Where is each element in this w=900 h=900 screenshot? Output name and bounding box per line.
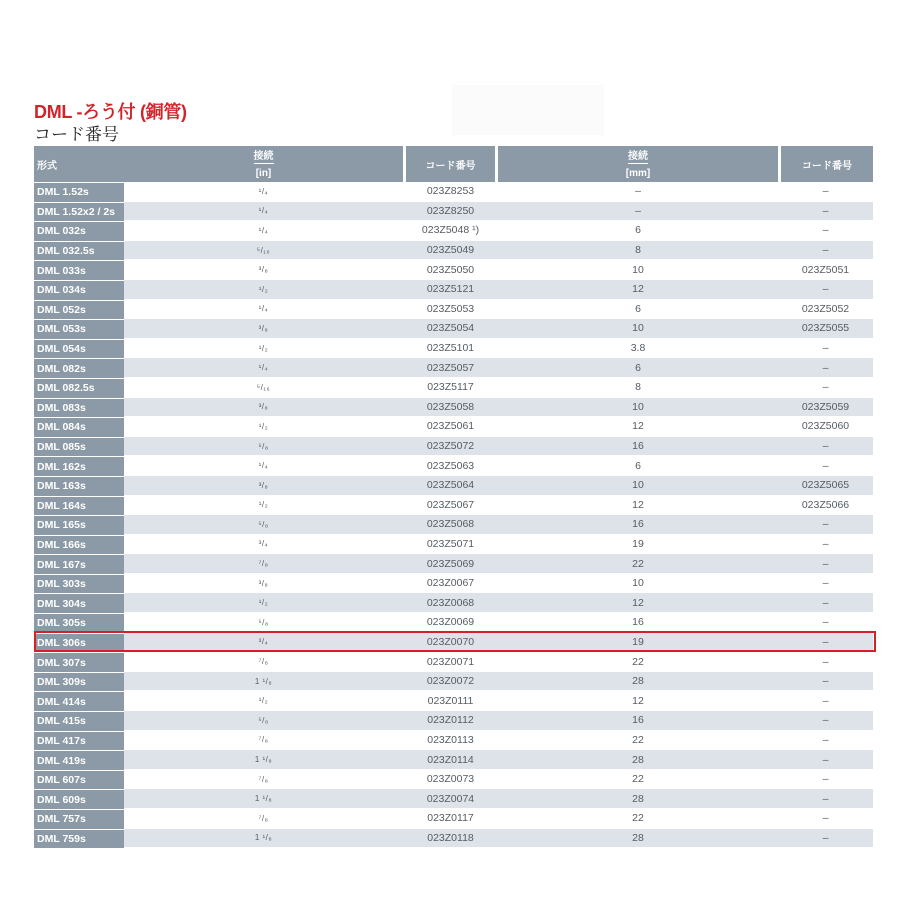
cell-code: 023Z0069 bbox=[426, 616, 475, 629]
cell-connection-in: ⁵/₈ bbox=[124, 711, 403, 730]
cell-code: 023Z5054 bbox=[403, 319, 498, 338]
cell-connection-mm: 22 bbox=[498, 554, 778, 573]
cell-connection-mm: 12 bbox=[632, 498, 644, 511]
cell-connection-in: 1 ¹/₈ bbox=[124, 750, 403, 769]
cell-model: DML 162s bbox=[34, 456, 124, 476]
cell-code: 023Z5121 bbox=[403, 280, 498, 299]
cell-code: 023Z0072 bbox=[403, 672, 498, 691]
cell-code-2: – bbox=[778, 789, 873, 808]
cell-model: DML 417s bbox=[34, 731, 124, 751]
cell-code: 023Z5067 bbox=[426, 498, 475, 511]
cell-code-2: 023Z5051 bbox=[801, 263, 850, 276]
cell-code-2: – bbox=[778, 280, 873, 299]
cell-model: DML 054s bbox=[34, 339, 124, 359]
cell-connection-mm: 16 bbox=[498, 437, 778, 456]
cell-connection-in: ³/₈ bbox=[258, 265, 269, 275]
cell-connection-in: ⁵/₁₆ bbox=[124, 241, 403, 260]
header-code: コード番号 bbox=[403, 146, 498, 182]
cell-code: 023Z5061 bbox=[426, 420, 475, 433]
cell-code: 023Z0111 bbox=[427, 694, 474, 707]
cell-code-2: – bbox=[822, 812, 829, 825]
cell-code-2: – bbox=[778, 593, 873, 612]
cell-connection-mm: 8 bbox=[635, 381, 641, 394]
cell-code: 023Z0112 bbox=[403, 711, 498, 730]
cell-model: DML 607s bbox=[34, 770, 124, 790]
cell-model: DML 414s bbox=[34, 691, 124, 711]
cell-connection-mm: 12 bbox=[632, 694, 644, 707]
cell-code-2: – bbox=[778, 711, 873, 730]
cell-connection-mm: 16 bbox=[632, 616, 644, 629]
cell-connection-mm: 12 bbox=[498, 593, 778, 612]
cell-code: 023Z5048 ¹) bbox=[421, 224, 480, 237]
cell-code-2: – bbox=[822, 733, 829, 746]
cell-code-2: 023Z5066 bbox=[801, 498, 850, 511]
cell-code: 023Z8250 bbox=[403, 202, 498, 221]
cell-model: DML 164s bbox=[34, 496, 124, 516]
cell-code-2: – bbox=[778, 358, 873, 377]
cell-connection-in: ¹/₄ bbox=[124, 202, 403, 221]
cell-connection-in: ¹/₂ bbox=[258, 343, 269, 353]
cell-code-2: – bbox=[822, 459, 829, 472]
page-subtitle: コード番号 bbox=[34, 125, 119, 144]
cell-model: DML 167s bbox=[34, 554, 124, 574]
cell-connection-mm: 12 bbox=[498, 280, 778, 299]
cell-code-2: – bbox=[778, 829, 873, 848]
cell-code-2: – bbox=[778, 633, 873, 652]
cell-model: DML 419s bbox=[34, 750, 124, 770]
cell-code-2: – bbox=[778, 750, 873, 769]
cell-connection-mm: 10 bbox=[632, 577, 644, 590]
cell-connection-mm: 22 bbox=[632, 773, 644, 786]
cell-code-2: – bbox=[822, 224, 829, 237]
cell-connection-mm: 28 bbox=[498, 672, 778, 691]
cell-code-2: 023Z5065 bbox=[778, 476, 873, 495]
cell-connection-in: ¹/₄ bbox=[258, 304, 269, 314]
cell-connection-in: ¹/₂ bbox=[258, 696, 269, 706]
cell-code: 023Z5050 bbox=[426, 263, 475, 276]
cell-model: DML 082.5s bbox=[34, 378, 124, 398]
cell-connection-in: ⁷/₈ bbox=[258, 774, 269, 784]
cell-model: DML 032s bbox=[34, 221, 124, 241]
cell-model: DML 166s bbox=[34, 535, 124, 555]
watermark bbox=[452, 85, 604, 135]
cell-model: DML 307s bbox=[34, 652, 124, 672]
cell-connection-in: ¹/₄ bbox=[258, 461, 269, 471]
cell-code-2: – bbox=[822, 185, 829, 198]
cell-code-2: 023Z5052 bbox=[801, 302, 850, 315]
cell-connection-mm: 16 bbox=[498, 711, 778, 730]
cell-code-2: – bbox=[822, 381, 829, 394]
cell-model: DML 084s bbox=[34, 417, 124, 437]
cell-connection-mm: 22 bbox=[632, 655, 644, 668]
cell-model: DML 1.52x2 / 2s bbox=[34, 202, 124, 222]
header-connection-label-mm: 接続 bbox=[628, 146, 648, 164]
cell-code: 023Z5101 bbox=[426, 342, 475, 355]
cell-code: 023Z5068 bbox=[403, 515, 498, 534]
cell-code: 023Z5058 bbox=[403, 398, 498, 417]
cell-connection-mm: 10 bbox=[498, 476, 778, 495]
cell-code-2: – bbox=[822, 342, 829, 355]
cell-connection-in: ³/₄ bbox=[258, 539, 269, 549]
cell-code: 023Z5053 bbox=[426, 302, 475, 315]
cell-code-2: – bbox=[778, 554, 873, 573]
cell-model: DML 757s bbox=[34, 809, 124, 829]
cell-code-2: – bbox=[822, 616, 829, 629]
cell-connection-in: 1 ¹/₈ bbox=[124, 789, 403, 808]
cell-code: 023Z5069 bbox=[403, 554, 498, 573]
cell-code-2: – bbox=[822, 537, 829, 550]
cell-connection-in: ⁷/₈ bbox=[258, 813, 269, 823]
cell-model: DML 759s bbox=[34, 829, 124, 849]
header-unit-mm: [mm] bbox=[625, 167, 651, 179]
cell-model: DML 053s bbox=[34, 319, 124, 339]
cell-connection-mm: 8 bbox=[498, 241, 778, 260]
cell-code: 023Z0068 bbox=[403, 593, 498, 612]
cell-model: DML 304s bbox=[34, 593, 124, 613]
cell-code-2: – bbox=[822, 655, 829, 668]
cell-model: DML 085s bbox=[34, 437, 124, 457]
cell-connection-in: ³/₈ bbox=[124, 476, 403, 495]
cell-model: DML 1.52s bbox=[34, 182, 124, 202]
cell-model: DML 034s bbox=[34, 280, 124, 300]
cell-connection-in: ⁵/₈ bbox=[124, 515, 403, 534]
cell-connection-mm: 19 bbox=[632, 537, 644, 550]
cell-connection-in: ⁷/₈ bbox=[124, 554, 403, 573]
cell-connection-mm: 22 bbox=[632, 812, 644, 825]
cell-model: DML 415s bbox=[34, 711, 124, 731]
cell-connection-in: ¹/₂ bbox=[124, 280, 403, 299]
cell-connection-in: ¹/₂ bbox=[258, 500, 269, 510]
cell-code: 023Z0118 bbox=[403, 829, 498, 848]
cell-code-2: – bbox=[778, 672, 873, 691]
cell-model: DML 305s bbox=[34, 613, 124, 633]
cell-connection-in: ⁷/₈ bbox=[258, 657, 269, 667]
cell-connection-in: ⁵/₈ bbox=[258, 617, 269, 627]
cell-connection-mm: 12 bbox=[632, 420, 644, 433]
cell-connection-in: ¹/₄ bbox=[258, 186, 269, 196]
cell-connection-mm: 6 bbox=[635, 224, 641, 237]
cell-connection-mm: – bbox=[635, 185, 641, 198]
cell-code-2: 023Z5055 bbox=[778, 319, 873, 338]
cell-model: DML 052s bbox=[34, 300, 124, 320]
cell-code-2: – bbox=[778, 241, 873, 260]
cell-code-2: 023Z5059 bbox=[778, 398, 873, 417]
header-model: 形式 bbox=[34, 146, 124, 182]
cell-connection-mm: 28 bbox=[498, 750, 778, 769]
cell-connection-mm: 22 bbox=[632, 733, 644, 746]
cell-model: DML 306s bbox=[34, 633, 124, 653]
cell-code-2: – bbox=[778, 515, 873, 534]
cell-code: 023Z0067 bbox=[426, 577, 475, 590]
cell-connection-mm: 10 bbox=[498, 319, 778, 338]
cell-model: DML 609s bbox=[34, 789, 124, 809]
cell-connection-mm: 19 bbox=[498, 633, 778, 652]
cell-connection-in: ¹/₄ bbox=[258, 225, 269, 235]
cell-connection-in: ¹/₂ bbox=[124, 593, 403, 612]
cell-code: 023Z0074 bbox=[403, 789, 498, 808]
cell-connection-mm: 28 bbox=[498, 829, 778, 848]
cell-model: DML 309s bbox=[34, 672, 124, 692]
cell-code-2: – bbox=[778, 437, 873, 456]
cell-code-2: – bbox=[822, 694, 829, 707]
cell-code-2: – bbox=[822, 773, 829, 786]
cell-connection-mm: 3.8 bbox=[630, 342, 646, 355]
cell-code: 023Z5057 bbox=[403, 358, 498, 377]
cell-code: 023Z8253 bbox=[426, 185, 475, 198]
cell-connection-in: ⁷/₈ bbox=[258, 735, 269, 745]
cell-connection-mm: – bbox=[498, 202, 778, 221]
cell-code: 023Z5072 bbox=[403, 437, 498, 456]
product-table bbox=[34, 146, 873, 848]
cell-code: 023Z0070 bbox=[403, 633, 498, 652]
cell-connection-mm: 6 bbox=[498, 358, 778, 377]
cell-code-2: – bbox=[778, 202, 873, 221]
cell-code: 023Z5117 bbox=[427, 381, 474, 394]
cell-code: 023Z5049 bbox=[403, 241, 498, 260]
cell-model: DML 303s bbox=[34, 574, 124, 594]
cell-model: DML 033s bbox=[34, 260, 124, 280]
cell-code: 023Z0071 bbox=[426, 655, 475, 668]
cell-code: 023Z5071 bbox=[426, 537, 475, 550]
header-connection-label: 接続 bbox=[254, 146, 274, 164]
cell-connection-in: ⁵/₁₆ bbox=[256, 382, 271, 392]
cell-connection-in: ³/₈ bbox=[124, 398, 403, 417]
page-title: DML -ろう付 (銅管) bbox=[34, 102, 187, 122]
cell-model: DML 032.5s bbox=[34, 241, 124, 261]
cell-connection-in: ³/₈ bbox=[258, 578, 269, 588]
cell-connection-in: ³/₈ bbox=[124, 319, 403, 338]
cell-code: 023Z5063 bbox=[426, 459, 475, 472]
cell-connection-mm: 10 bbox=[632, 263, 644, 276]
cell-connection-in: 1 ¹/₈ bbox=[124, 672, 403, 691]
header-unit-in: [in] bbox=[255, 167, 272, 179]
cell-connection-mm: 28 bbox=[498, 789, 778, 808]
cell-connection-in: ³/₄ bbox=[124, 633, 403, 652]
header-connection-in bbox=[124, 146, 403, 182]
cell-code: 023Z0073 bbox=[426, 773, 475, 786]
cell-connection-mm: 16 bbox=[498, 515, 778, 534]
cell-connection-in: 1 ¹/₈ bbox=[124, 829, 403, 848]
cell-connection-in: ⁵/₈ bbox=[124, 437, 403, 456]
cell-connection-in: ¹/₄ bbox=[124, 358, 403, 377]
header-connection-mm bbox=[498, 146, 778, 182]
cell-model: DML 165s bbox=[34, 515, 124, 535]
cell-code-2: 023Z5060 bbox=[801, 420, 850, 433]
cell-model: DML 082s bbox=[34, 358, 124, 378]
cell-connection-mm: 6 bbox=[635, 302, 641, 315]
header-code-2: コード番号 bbox=[778, 146, 873, 182]
cell-model: DML 163s bbox=[34, 476, 124, 496]
cell-code-2: – bbox=[822, 577, 829, 590]
cell-connection-mm: 6 bbox=[635, 459, 641, 472]
cell-code: 023Z5064 bbox=[403, 476, 498, 495]
cell-code: 023Z0113 bbox=[427, 733, 474, 746]
cell-code: 023Z0117 bbox=[427, 812, 474, 825]
cell-connection-in: ¹/₂ bbox=[258, 421, 269, 431]
cell-connection-mm: 10 bbox=[498, 398, 778, 417]
cell-code: 023Z0114 bbox=[403, 750, 498, 769]
cell-model: DML 083s bbox=[34, 398, 124, 418]
